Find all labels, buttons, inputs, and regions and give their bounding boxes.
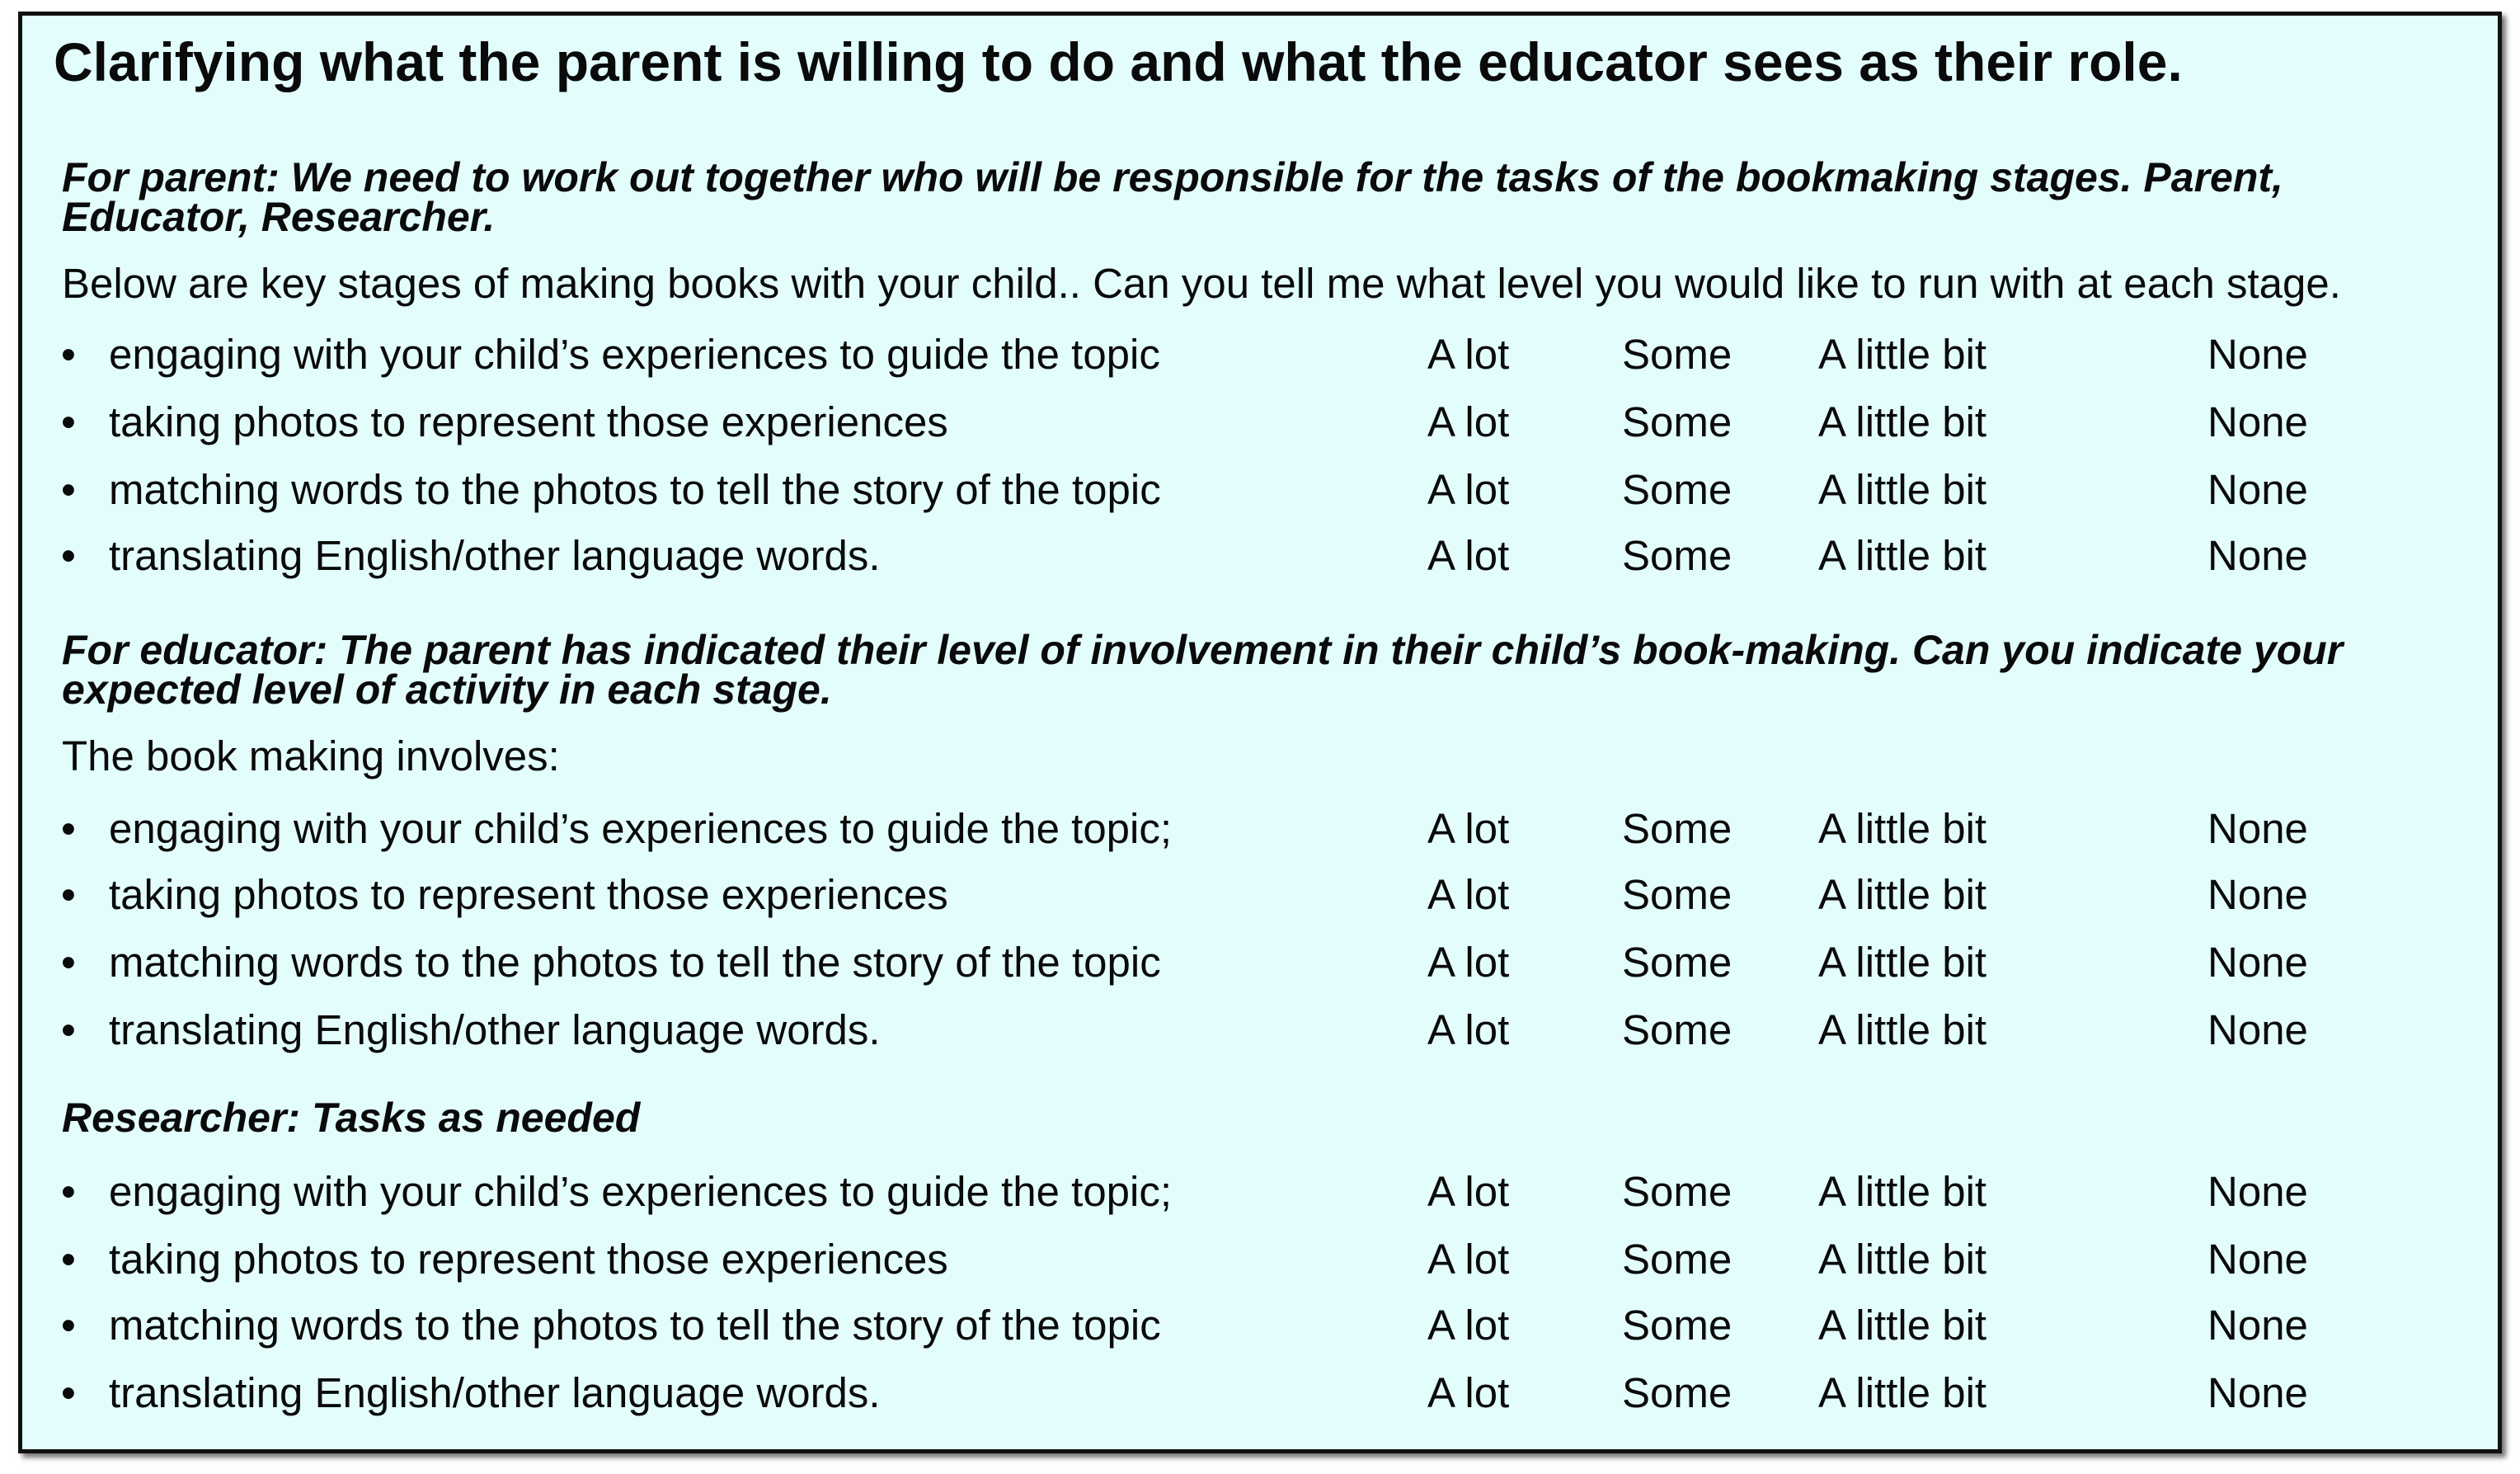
item-label: taking photos to represent those experiences: [109, 398, 948, 445]
bullet: •: [61, 939, 76, 986]
option-some[interactable]: Some: [1622, 1302, 1732, 1349]
item-label: taking photos to represent those experiences: [109, 871, 948, 918]
option-a-little-bit[interactable]: A little bit: [1818, 532, 1987, 579]
option-a-lot[interactable]: A lot: [1427, 1236, 1510, 1283]
option-some[interactable]: Some: [1622, 1006, 1732, 1053]
researcher-item-photos: [22, 1232, 2496, 1287]
item-label: engaging with your child’s experiences to guide the topic: [109, 331, 1160, 378]
educator-item-photos: [22, 868, 2496, 922]
researcher-item-translating: [22, 1366, 2496, 1420]
option-none[interactable]: None: [2207, 939, 2308, 986]
parent-item-words: [22, 463, 2496, 517]
parent-item-translating: [22, 529, 2496, 583]
page-title: Clarifying what the parent is willing to do and what the educator sees as their role.: [54, 31, 2183, 92]
researcher-section-heading: Researcher: Tasks as needed: [62, 1095, 641, 1141]
option-a-little-bit[interactable]: A little bit: [1818, 1006, 1987, 1053]
bullet: •: [61, 398, 76, 445]
option-some[interactable]: Some: [1622, 805, 1732, 852]
option-a-lot[interactable]: A lot: [1427, 532, 1510, 579]
option-a-little-bit[interactable]: A little bit: [1818, 1168, 1987, 1215]
option-none[interactable]: None: [2207, 1168, 2308, 1215]
bullet: •: [61, 871, 76, 918]
option-some[interactable]: Some: [1622, 871, 1732, 918]
option-some[interactable]: Some: [1622, 466, 1732, 513]
educator-section-heading: For educator: The parent has indicated their level of involvement in their child’s book-making. Can you indicate your expected level of activity in each stage.: [62, 627, 2344, 713]
option-some[interactable]: Some: [1622, 331, 1732, 378]
bullet: •: [61, 331, 76, 378]
bullet: •: [61, 466, 76, 513]
educator-item-translating: [22, 1003, 2496, 1057]
item-label: translating English/other language words.: [109, 1369, 881, 1416]
educator-section-intro: The book making involves:: [62, 732, 560, 779]
option-none[interactable]: None: [2207, 1369, 2308, 1416]
bullet: •: [61, 1369, 76, 1416]
researcher-item-topic: [22, 1165, 2496, 1219]
option-a-lot[interactable]: A lot: [1427, 1006, 1510, 1053]
option-none[interactable]: None: [2207, 466, 2308, 513]
parent-item-photos: [22, 395, 2496, 450]
option-a-lot[interactable]: A lot: [1427, 1302, 1510, 1349]
educator-item-topic: [22, 802, 2496, 856]
option-some[interactable]: Some: [1622, 532, 1732, 579]
item-label: engaging with your child’s experiences to guide the topic;: [109, 805, 1173, 852]
option-a-little-bit[interactable]: A little bit: [1818, 939, 1987, 986]
item-label: matching words to the photos to tell the story of the topic: [109, 939, 1161, 986]
option-a-lot[interactable]: A lot: [1427, 331, 1510, 378]
researcher-item-words: [22, 1298, 2496, 1353]
bullet: •: [61, 1302, 76, 1349]
option-a-lot[interactable]: A lot: [1427, 466, 1510, 513]
option-a-little-bit[interactable]: A little bit: [1818, 805, 1987, 852]
option-a-lot[interactable]: A lot: [1427, 871, 1510, 918]
bullet: •: [61, 1168, 76, 1215]
questionnaire-panel: [18, 12, 2502, 1453]
option-some[interactable]: Some: [1622, 1369, 1732, 1416]
option-a-little-bit[interactable]: A little bit: [1818, 1302, 1987, 1349]
educator-item-words: [22, 935, 2496, 990]
option-a-lot[interactable]: A lot: [1427, 1168, 1510, 1215]
parent-section-heading: For parent: We need to work out together who will be responsible for the tasks of the bookmaking stages. Parent, Educator, Researcher.: [62, 154, 2283, 240]
option-a-little-bit[interactable]: A little bit: [1818, 1369, 1987, 1416]
option-a-little-bit[interactable]: A little bit: [1818, 466, 1987, 513]
item-label: matching words to the photos to tell the story of the topic: [109, 1302, 1161, 1349]
option-some[interactable]: Some: [1622, 1168, 1732, 1215]
option-none[interactable]: None: [2207, 1302, 2308, 1349]
item-label: matching words to the photos to tell the story of the topic: [109, 466, 1161, 513]
option-some[interactable]: Some: [1622, 398, 1732, 445]
bullet: •: [61, 1236, 76, 1283]
item-label: engaging with your child’s experiences to guide the topic;: [109, 1168, 1173, 1215]
bullet: •: [61, 805, 76, 852]
option-none[interactable]: None: [2207, 331, 2308, 378]
option-some[interactable]: Some: [1622, 939, 1732, 986]
bullet: •: [61, 532, 76, 579]
option-none[interactable]: None: [2207, 532, 2308, 579]
option-a-lot[interactable]: A lot: [1427, 398, 1510, 445]
option-a-little-bit[interactable]: A little bit: [1818, 398, 1987, 445]
item-label: translating English/other language words.: [109, 1006, 881, 1053]
item-label: translating English/other language words.: [109, 532, 881, 579]
option-a-little-bit[interactable]: A little bit: [1818, 1236, 1987, 1283]
option-a-lot[interactable]: A lot: [1427, 939, 1510, 986]
option-a-little-bit[interactable]: A little bit: [1818, 871, 1987, 918]
option-some[interactable]: Some: [1622, 1236, 1732, 1283]
parent-item-topic: [22, 327, 2496, 382]
option-none[interactable]: None: [2207, 1006, 2308, 1053]
option-none[interactable]: None: [2207, 805, 2308, 852]
option-a-lot[interactable]: A lot: [1427, 1369, 1510, 1416]
option-none[interactable]: None: [2207, 398, 2308, 445]
option-a-lot[interactable]: A lot: [1427, 805, 1510, 852]
option-a-little-bit[interactable]: A little bit: [1818, 331, 1987, 378]
bullet: •: [61, 1006, 76, 1053]
item-label: taking photos to represent those experiences: [109, 1236, 948, 1283]
option-none[interactable]: None: [2207, 871, 2308, 918]
parent-section-intro: Below are key stages of making books with your child.. Can you tell me what level you would like to run with at each stage.: [62, 260, 2341, 307]
option-none[interactable]: None: [2207, 1236, 2308, 1283]
